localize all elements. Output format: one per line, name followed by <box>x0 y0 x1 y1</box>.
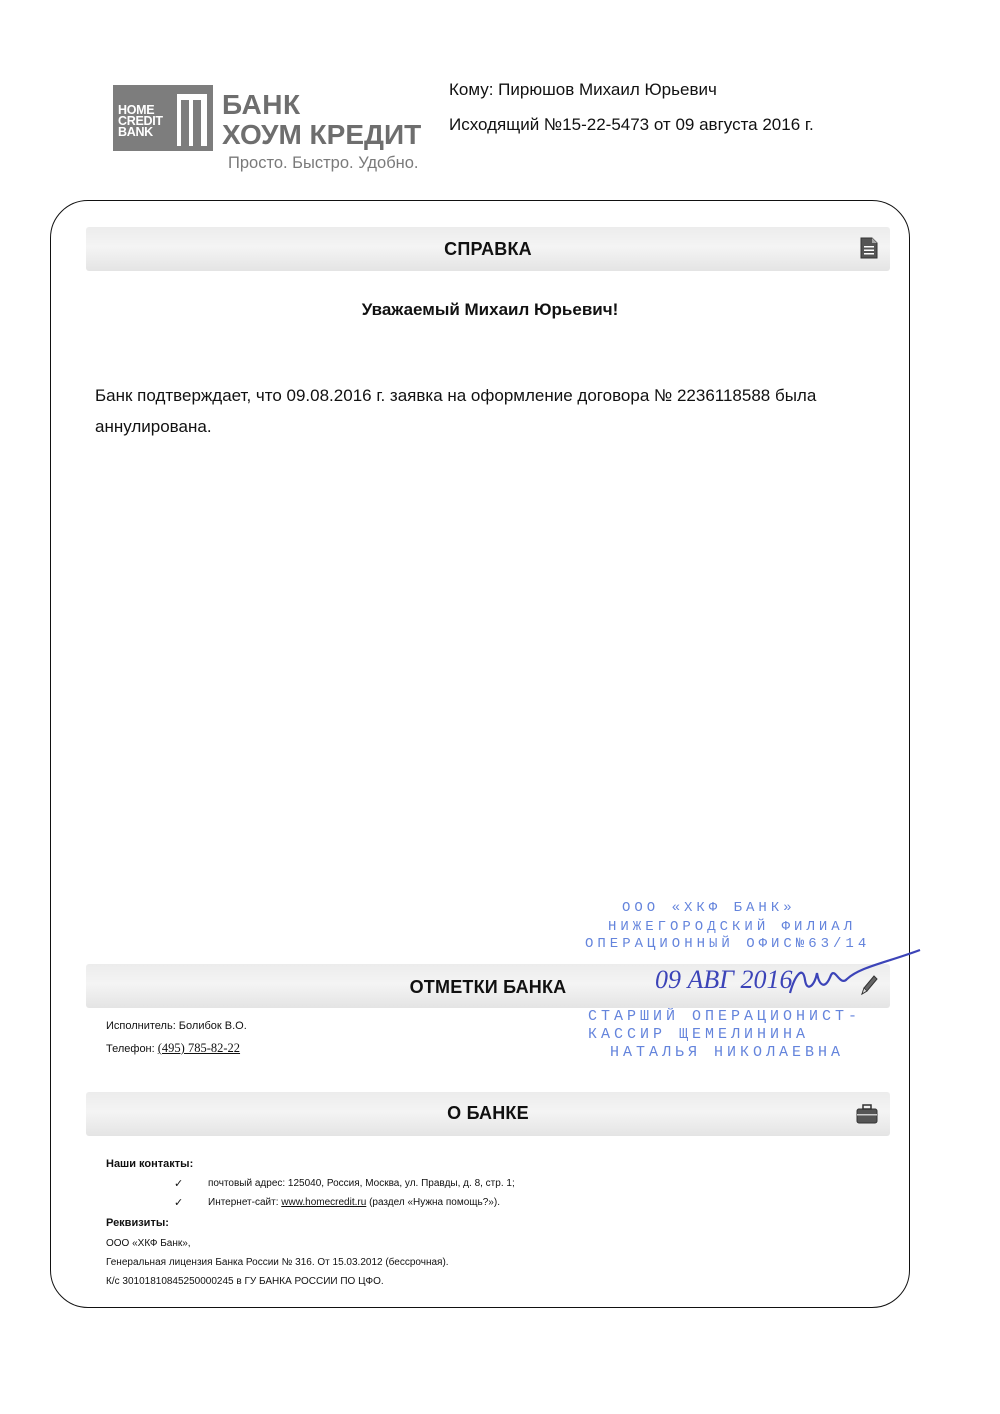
requisites-heading: Реквизиты: <box>106 1217 169 1229</box>
company-name: ООО «ХКФ Банк», <box>106 1238 191 1249</box>
recipient-line: Кому: Пирюшов Михаил Юрьевич <box>449 80 717 99</box>
handwritten-signature <box>785 945 925 1005</box>
about-header-bar <box>86 1092 890 1136</box>
stamp-position-line2: КАССИР ЩЕМЕЛИНИНА <box>588 1026 810 1043</box>
postal-address: почтовый адрес: 125040, Россия, Москва, ул. Правды, д. 8, стр. 1; <box>208 1178 515 1189</box>
executor-line: Исполнитель: Болибок В.О. <box>106 1020 247 1032</box>
document-icon <box>860 237 878 259</box>
license-info: Генеральная лицензия Банка России № 316. От 15.03.2012 (бессрочная). <box>106 1257 449 1268</box>
website-line <box>208 1197 500 1208</box>
briefcase-icon <box>856 1104 878 1124</box>
greeting: Уважаемый Михаил Юрьевич! <box>361 300 619 319</box>
stamp-line3: ОПЕРАЦИОННЫЙ ОФИС№63/14 <box>585 936 871 952</box>
phone-label: Телефон: <box>106 1043 155 1055</box>
logo-building-icon <box>175 90 209 148</box>
certificate-header-bar <box>86 227 890 271</box>
check-icon: ✓ <box>174 1197 184 1209</box>
brand-name-line1: БАНК <box>222 89 301 120</box>
stamp-date: 09 АВГ 2016 <box>655 965 793 994</box>
stamp-position-line3: НАТАЛЬЯ НИКОЛАЕВНА <box>610 1044 845 1061</box>
bank-logo-text: HOME CREDIT BANK <box>118 103 163 139</box>
about-title: О БАНКЕ <box>447 1103 529 1123</box>
check-icon: ✓ <box>174 1178 184 1190</box>
certificate-body: Банк подтверждает, что 09.08.2016 г. заявка на оформление договора № 2236118588 была аннулирована. <box>95 386 817 436</box>
phone-number[interactable]: (495) 785-82-22 <box>157 1041 241 1055</box>
brand-slogan: Просто. Быстро. Удобно. <box>228 154 419 172</box>
outgoing-reference: Исходящий №15-22-5473 от 09 августа 2016 г. <box>449 115 814 134</box>
phone-line <box>106 1041 240 1056</box>
website-note: (раздел «Нужна помощь?»). <box>369 1197 500 1208</box>
website-label: Интернет-сайт: <box>208 1197 279 1208</box>
certificate-title: СПРАВКА <box>444 239 532 259</box>
brand-name-line2: ХОУМ КРЕДИТ <box>222 119 422 150</box>
website-link[interactable]: www.homecredit.ru <box>281 1197 367 1208</box>
stamp-line1: ООО «ХКФ БАНК» <box>622 900 796 916</box>
stamp-line2: НИЖЕГОРОДСКИЙ ФИЛИАЛ <box>608 919 857 935</box>
correspondent-account: К/с 30101810845250000245 в ГУ БАНКА РОССИИ ПО ЦФО. <box>106 1276 384 1287</box>
document-frame <box>50 200 910 1308</box>
contacts-heading: Наши контакты: <box>106 1158 194 1170</box>
stamp-position-line1: СТАРШИЙ ОПЕРАЦИОНИСТ- <box>588 1008 862 1025</box>
bank-marks-title: ОТМЕТКИ БАНКА <box>409 977 567 997</box>
